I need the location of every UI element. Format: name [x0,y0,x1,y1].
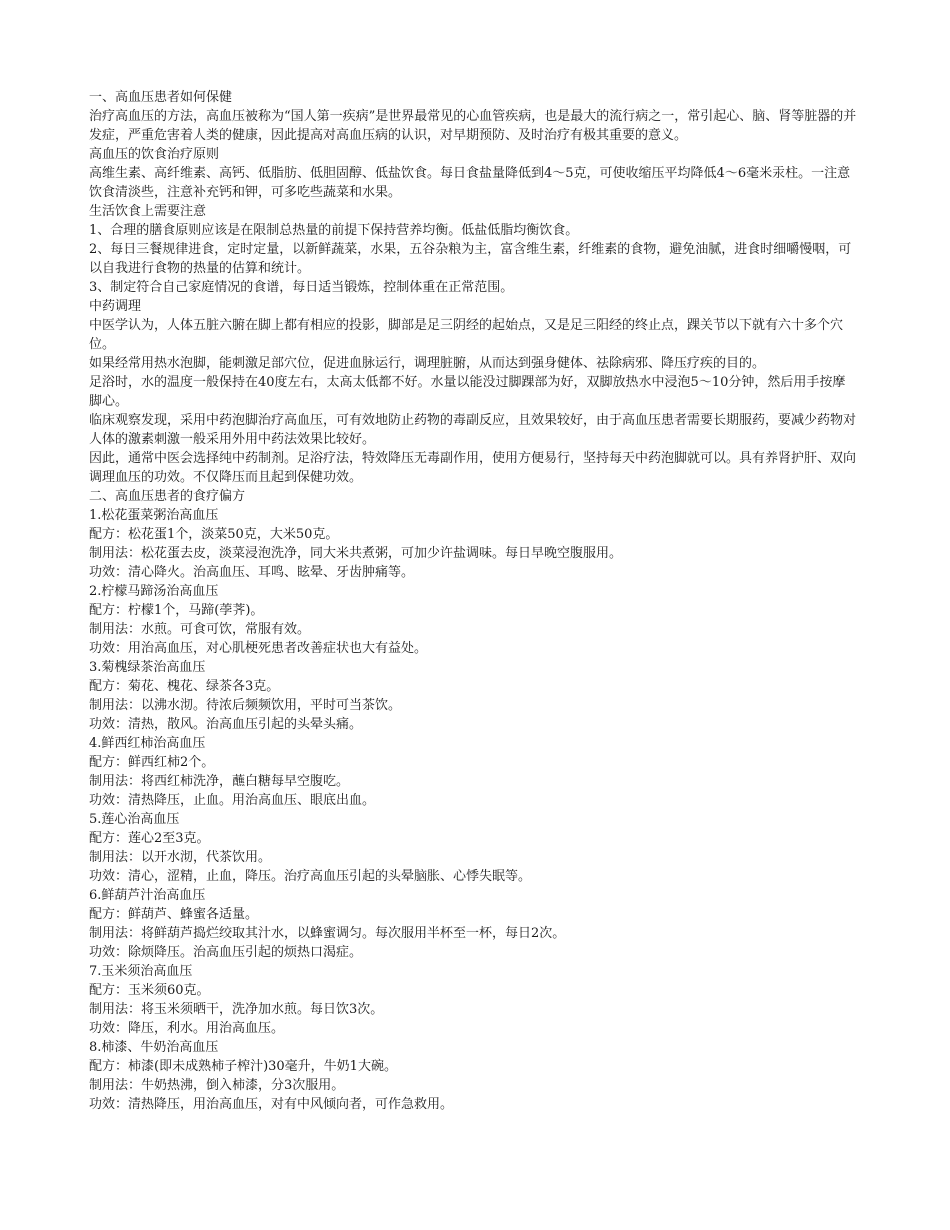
recipe-method: 制用法：将西红柿洗净，蘸白糖每早空腹吃。 [89,774,350,789]
recipe-effect: 功效：清热降压，止血。用治高血压、眼底出血。 [89,793,376,808]
recipe-method: 制用法：松花蛋去皮，淡菜浸泡洗净，同大米共煮粥，可加少许盐调味。每日早晚空腹服用。 [89,546,623,561]
recipe-method: 制用法：将玉米须晒干，洗净加水煎。每日饮3次。 [89,1002,384,1017]
subheading-tcm: 中药调理 [89,299,142,314]
recipe-title: 2.柠檬马蹄汤治高血压 [89,584,219,599]
recipe-formula: 配方：鲜西红柿2个。 [89,755,215,770]
recipe-method: 制用法：水煎。可食可饮，常服有效。 [89,622,311,637]
recipe-method: 制用法：以沸水沏。待浓后频频饮用，平时可当茶饮。 [89,698,402,713]
paragraph-tcm-5: 因此，通常中医会选择纯中药制剂。足浴疗法，特效降压无毒副作用，使用方便易行，坚持每天中药泡脚就可以。具有养肾护肝、双向调理血压的功效。不仅降压而且起到保健功效。 [89,451,857,485]
recipe-effect: 功效：清热降压，用治高血压，对有中风倾向者，可作急救用。 [89,1097,454,1112]
paragraph-tcm-1: 中医学认为，人体五脏六腑在脚上都有相应的投影，脚部是足三阴经的起始点，又是足三阳经的终止点，踝关节以下就有六十多个穴位。 [89,318,844,352]
paragraph-intro: 治疗高血压的方法，高血压被称为“国人第一疾病”是世界最常见的心血管疾病，也是最大的流行病之一，常引起心、脑、肾等脏器的并发症，严重危害着人类的健康，因此提高对高血压病的认识，对早期预防、及时治疗有极其重要的意义。 [89,109,857,143]
list-item-2: 2、每日三餐规律进食，定时定量，以新鲜蔬菜，水果，五谷杂粮为主，富含维生素，纤维素的食物，避免油腻，进食时细嚼慢咽，可以自我进行食物的热量的估算和统计。 [89,242,852,276]
recipe-formula: 配方：莲心2至3克。 [89,831,210,846]
recipe-title: 7.玉米须治高血压 [89,964,193,979]
recipe-formula: 配方：松花蛋1个，淡菜50克，大米50克。 [89,527,339,542]
section-heading-2: 二、高血压患者的食疗偏方 [89,489,246,504]
recipe-effect: 功效：除烦降压。治高血压引起的烦热口渴症。 [89,945,363,960]
section-heading-1: 一、高血压患者如何保健 [89,90,233,105]
recipe-title: 4.鲜西红柿治高血压 [89,736,206,751]
recipe-effect: 功效：清心，涩精，止血，降压。治疗高血压引起的头晕脑胀、心悸失眠等。 [89,869,532,884]
recipe-title: 1.松花蛋菜粥治高血压 [89,508,219,523]
recipe-title: 8.柿漆、牛奶治高血压 [89,1040,219,1055]
recipe-effect: 功效：用治高血压，对心肌梗死患者改善症状也大有益处。 [89,641,428,656]
paragraph-diet-principle: 高维生素、高纤维素、高钙、低脂肪、低胆固醇、低盐饮食。每日食盐量降低到4～5克，可使收缩压平均降低4～6毫米汞柱。一注意饮食清淡些，注意补充钙和钾，可多吃些蔬菜和水果。 [89,166,851,200]
recipe-title: 5.莲心治高血压 [89,812,180,827]
paragraph-tcm-3: 足浴时，水的温度一般保持在40度左右，太高太低都不好。水量以能没过脚踝部为好，双脚放热水中浸泡5～10分钟，然后用手按摩脚心。 [89,375,846,409]
recipe-formula: 配方：柠檬1个，马蹄(荸荠)。 [89,603,264,618]
recipe-formula: 配方：鲜葫芦、蜂蜜各适量。 [89,907,259,922]
list-item-3: 3、制定符合自己家庭情况的食谱，每日适当锻炼，控制体重在正常范围。 [89,280,514,295]
recipe-effect: 功效：清热，散风。治高血压引起的头晕头痛。 [89,717,363,732]
recipe-effect: 功效：清心降火。治高血压、耳鸣、眩晕、牙齿肿痛等。 [89,565,415,580]
subheading-diet-principle: 高血压的饮食治疗原则 [89,147,220,162]
subheading-life-diet: 生活饮食上需要注意 [89,204,207,219]
recipe-effect: 功效：降压，利水。用治高血压。 [89,1021,285,1036]
recipe-formula: 配方：玉米须60克。 [89,983,210,998]
recipe-method: 制用法：将鲜葫芦捣烂绞取其汁水，以蜂蜜调匀。每次服用半杯至一杯，每日2次。 [89,926,566,941]
recipe-method: 制用法：牛奶热沸，倒入柿漆，分3次服用。 [89,1078,345,1093]
recipe-title: 6.鲜葫芦汁治高血压 [89,888,206,903]
list-item-1: 1、合理的膳食原则应该是在限制总热量的前提下保持营养均衡。低盐低脂均衡饮食。 [89,223,579,238]
recipe-formula: 配方：菊花、槐花、绿茶各3克。 [89,679,280,694]
recipe-title: 3.菊槐绿茶治高血压 [89,660,206,675]
recipe-formula: 配方：柿漆(即未成熟柿子榨汁)30毫升，牛奶1大碗。 [89,1059,397,1074]
recipe-method: 制用法：以开水沏，代茶饮用。 [89,850,272,865]
paragraph-tcm-2: 如果经常用热水泡脚，能刺激足部穴位，促进血脉运行，调理脏腑，从而达到强身健体、祛除病邪、降压疗疾的目的。 [89,356,766,371]
paragraph-tcm-4: 临床观察发现，采用中药泡脚治疗高血压，可有效地防止药物的毒副反应，且效果较好，由于高血压患者需要长期服药，要减少药物对人体的激素刺激一般采用外用中药法效果比较好。 [89,413,857,447]
